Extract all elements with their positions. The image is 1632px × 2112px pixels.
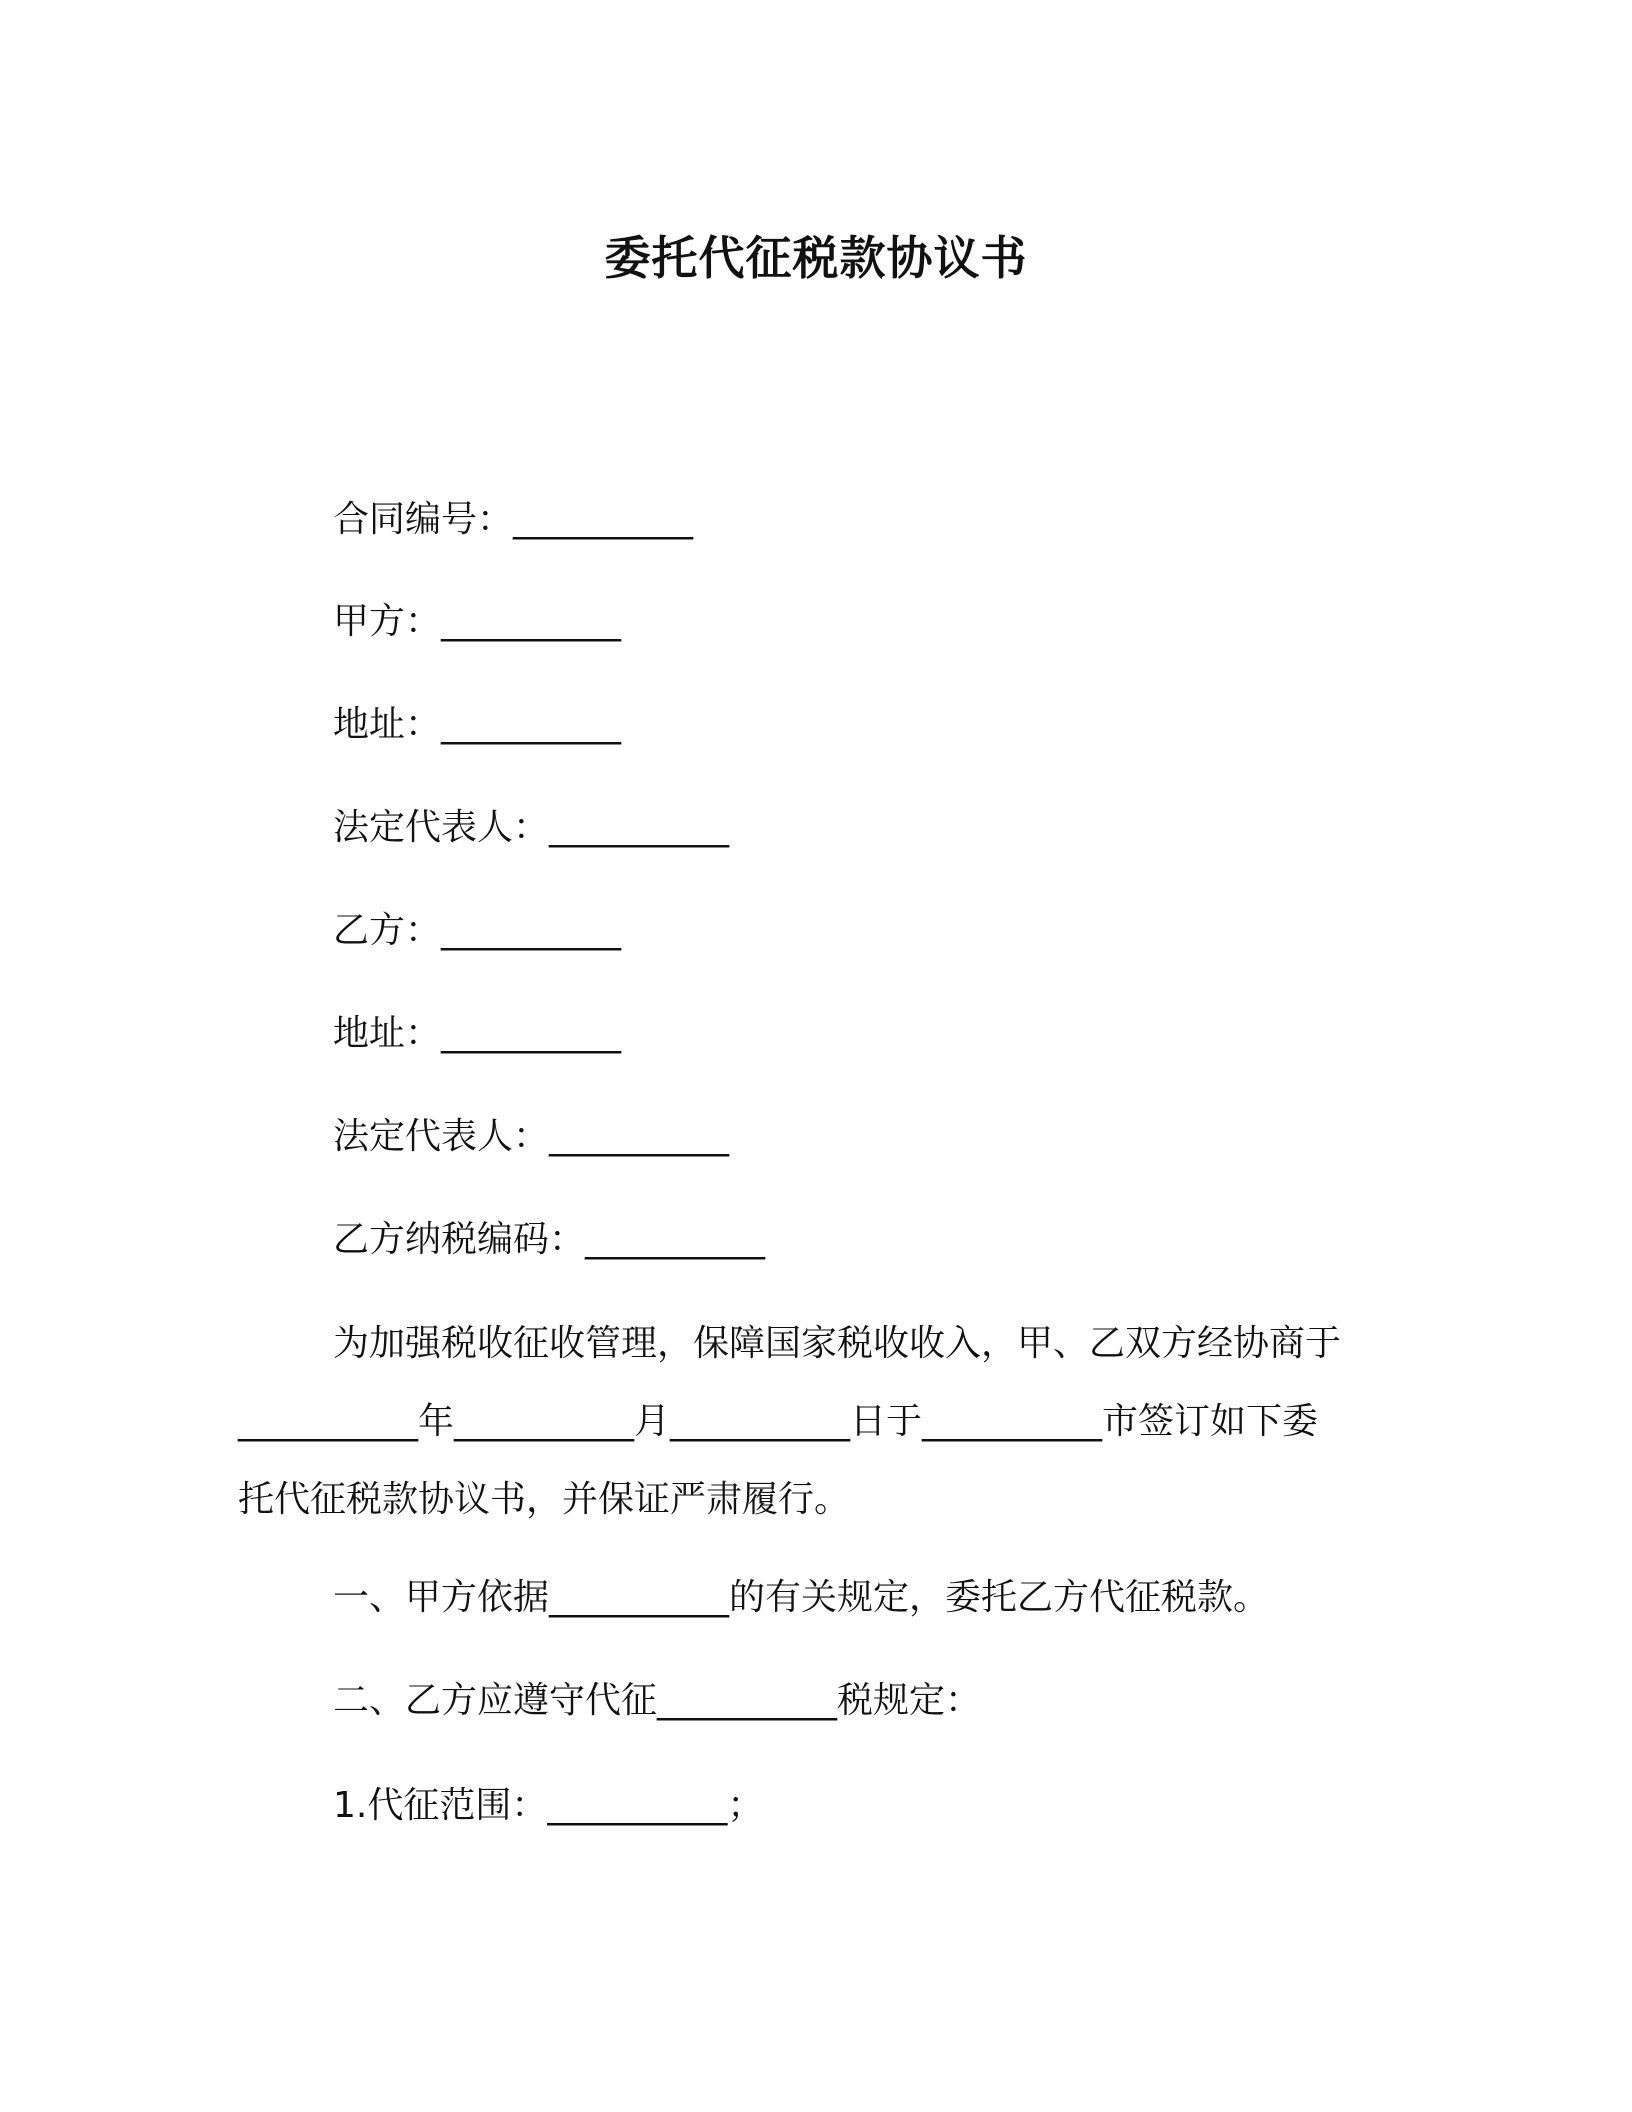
party-b-tax-code-field: 乙方纳税编码：__________ <box>333 1219 766 1260</box>
intro-line-2: __________年__________月__________日于__________市签订如下委 <box>238 1401 1319 1442</box>
document-title: 委托代征税款协议书 <box>604 231 1028 285</box>
intro-line-1: 为加强税收征收管理，保障国家税收收入，甲、乙双方经协商于 <box>333 1323 1342 1364</box>
party-b-address-field: 地址：__________ <box>333 1013 622 1054</box>
contract-number-field: 合同编号：__________ <box>333 499 694 540</box>
clause-two: 二、乙方应遵守代征__________税规定： <box>333 1680 982 1721</box>
party-b-representative-field: 法定代表人：__________ <box>333 1116 730 1157</box>
clause-two-item-1: 1.代征范围：__________； <box>333 1785 764 1826</box>
party-a-address-field: 地址：__________ <box>333 704 622 745</box>
party-a-representative-field: 法定代表人：__________ <box>333 807 730 848</box>
party-a-field: 甲方：__________ <box>333 601 622 642</box>
intro-line-3: 托代征税款协议书，并保证严肃履行。 <box>238 1479 851 1520</box>
party-b-field: 乙方：__________ <box>333 910 622 951</box>
intro-paragraph <box>238 1305 1398 1539</box>
clause-one: 一、甲方依据__________的有关规定，委托乙方代征税款。 <box>333 1577 1270 1618</box>
